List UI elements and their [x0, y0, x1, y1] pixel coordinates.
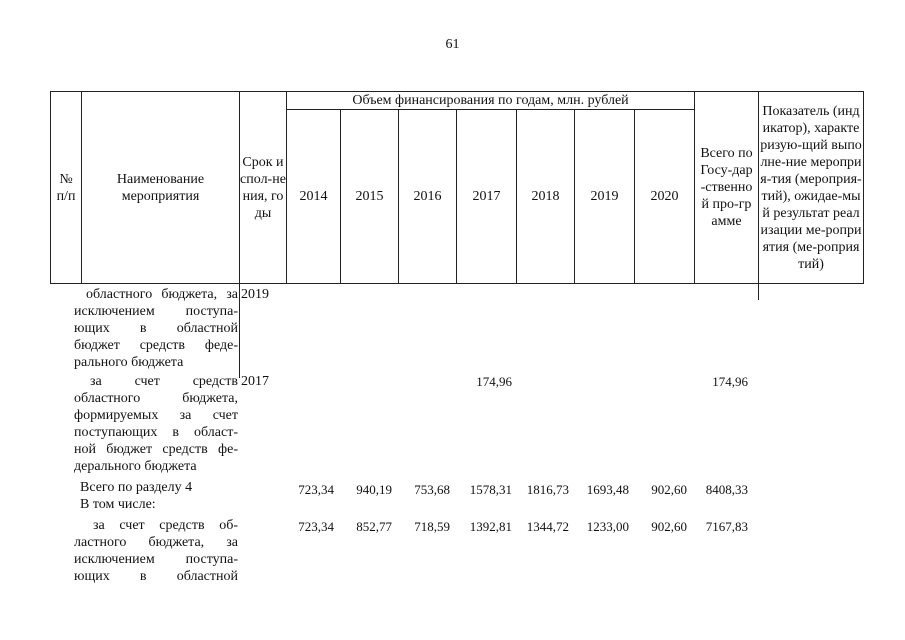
row-value-2017: 174,96 — [476, 374, 512, 389]
column-divider — [239, 284, 240, 378]
header-year-2018: 2018 — [516, 109, 575, 284]
header-year-2014: 2014 — [286, 109, 341, 284]
row-name-line: ластного бюджета, за — [74, 535, 238, 550]
header-col-name: Наименование мероприятия — [81, 91, 240, 284]
row-name-line: Всего по разделу 4 — [80, 480, 193, 495]
header-year-2017: 2017 — [456, 109, 517, 284]
row-name-line: областного бюджета, — [74, 391, 238, 406]
page-number: 61 — [445, 37, 460, 52]
header-year-2020: 2020 — [634, 109, 695, 284]
row-value-2020: 902,60 — [651, 519, 687, 534]
header-year-2019: 2019 — [574, 109, 635, 284]
row-name-line: дерального бюджета — [74, 459, 197, 474]
row-name-line: за счет средств об- — [93, 518, 238, 533]
header-year-2015: 2015 — [340, 109, 399, 284]
header-col-indicator: Показатель (индикатор), характеризую-щий выполне-ние мероприя-тия (мероприя-тий), ожидае-мый результат реализации ме-роприятия (ме-роприятий) — [758, 91, 864, 284]
row-value-2016: 753,68 — [414, 482, 450, 497]
row-name-line: исключением поступа- — [74, 304, 238, 319]
row-value-2014: 723,34 — [298, 482, 334, 497]
row-total: 7167,83 — [705, 519, 748, 534]
row-value-2019: 1233,00 — [586, 519, 629, 534]
row-name-line: бюджет средств феде- — [74, 338, 238, 353]
row-name-line: поступающих в област- — [74, 425, 238, 440]
row-value-2016: 718,59 — [414, 519, 450, 534]
row-name-line: за счет средств — [90, 374, 238, 389]
row-value-2017: 1578,31 — [469, 482, 512, 497]
row-term: 2017 — [241, 374, 269, 389]
header-col-total: Всего по Госу-дар-ственной про-грамме — [694, 91, 759, 284]
row-value-2018: 1816,73 — [526, 482, 569, 497]
row-total: 8408,33 — [705, 482, 748, 497]
header-funding-group: Объем финансирования по годам, млн. рублей — [286, 91, 695, 110]
row-name-line: исключением поступа- — [74, 552, 238, 567]
header-col-term: Срок испол-нения, годы — [239, 91, 287, 284]
row-name-line: областного бюджета, за — [86, 287, 238, 302]
row-name-line: формируемых за счет — [74, 408, 238, 423]
row-value-2018: 1344,72 — [526, 519, 569, 534]
row-value-2015: 852,77 — [356, 519, 392, 534]
row-name-line: В том числе: — [80, 497, 156, 512]
row-value-2015: 940,19 — [356, 482, 392, 497]
header-year-2016: 2016 — [398, 109, 457, 284]
row-name-line: ющих в областной — [74, 321, 238, 336]
row-name-line: рального бюджета — [74, 355, 184, 370]
row-term: 2019 — [241, 287, 269, 302]
header-col-number: № п/п — [50, 91, 82, 284]
row-total: 174,96 — [712, 374, 748, 389]
row-value-2019: 1693,48 — [586, 482, 629, 497]
column-divider — [758, 284, 759, 300]
row-name-line: ющих в областной — [74, 569, 238, 584]
row-name-line: ной бюджет средств фе- — [74, 442, 238, 457]
row-value-2020: 902,60 — [651, 482, 687, 497]
row-value-2017: 1392,81 — [469, 519, 512, 534]
row-value-2014: 723,34 — [298, 519, 334, 534]
